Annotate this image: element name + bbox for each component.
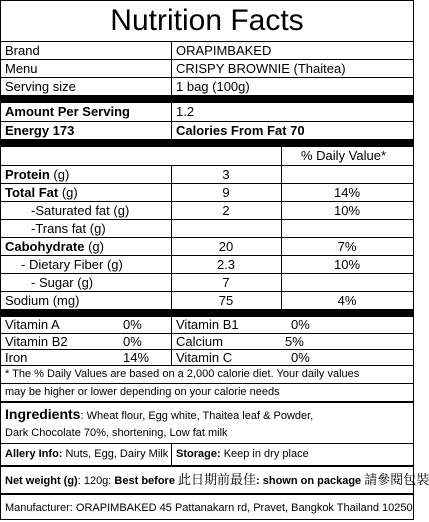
vitamin-name: Iron <box>5 350 28 365</box>
nutrient-row-trans-fat <box>1 219 413 237</box>
shown-zh: 請參閱包裝 <box>364 473 429 488</box>
brand-label: Brand <box>5 43 40 58</box>
allergy-row <box>1 443 413 465</box>
ingredients-label: Ingredients <box>5 406 81 422</box>
label-title: Nutrition Facts <box>110 4 304 37</box>
vitamin-value: 0% <box>123 334 142 349</box>
nutrient-unit: (g) <box>53 167 70 182</box>
nutrient-dv: 10% <box>333 257 361 272</box>
nutrient-unit: (g) <box>88 239 104 254</box>
nutrient-name: Protein <box>5 167 50 182</box>
nutrient-amount: 2.3 <box>216 257 236 272</box>
nutrient-divider <box>171 165 172 309</box>
nutrient-row-protein <box>1 165 413 183</box>
shown-label: : shown on package <box>256 475 362 487</box>
nutrient-amount: 7 <box>222 275 230 290</box>
ingredients-row <box>1 401 413 425</box>
thick-divider <box>1 139 413 147</box>
storage-value: Keep in dry place <box>223 448 309 460</box>
serving-label: Serving size <box>5 79 76 94</box>
vitamin-name: Vitamin A <box>5 317 60 332</box>
nutrient-name: - Dietary Fiber (g) <box>21 257 123 272</box>
footnote-text: may be higher or lower depending on your calorie needs <box>5 386 280 398</box>
info-divider <box>171 41 172 95</box>
storage-label: Storage: <box>176 448 221 460</box>
info-row-serving <box>1 77 413 95</box>
menu-label: Menu <box>5 61 38 76</box>
nutrient-amount: 9 <box>222 185 230 200</box>
dv-header: % Daily Value* <box>301 148 387 163</box>
footnote-line <box>1 365 413 383</box>
vitamin-row <box>1 333 413 349</box>
info-row-menu <box>1 59 413 77</box>
brand-value: ORAPIMBAKED <box>176 43 272 58</box>
serving-value: 1 bag (100g) <box>176 79 250 94</box>
amount-value: 1.2 <box>176 104 195 119</box>
nutrient-dv: 7% <box>337 239 357 254</box>
nutrient-dv: 10% <box>333 203 361 218</box>
nutrient-dv: 14% <box>333 185 361 200</box>
energy-row <box>1 121 413 139</box>
allergy-value: Nuts, Egg, Dairy Milk <box>65 448 169 460</box>
vitamin-value: 5% <box>285 334 304 349</box>
nutrient-row-sugar <box>1 273 413 291</box>
nutrient-amount: 20 <box>218 239 234 254</box>
vitamin-value: 0% <box>291 317 310 332</box>
vitamin-value: 0% <box>291 350 310 365</box>
nutrient-amount: 2 <box>222 203 230 218</box>
allergy-label: Allery Info: <box>5 448 63 460</box>
nutrient-name: -Trans fat (g) <box>31 221 106 236</box>
best-before-label: Best before <box>114 475 175 487</box>
nutrient-row-saturated-fat <box>1 201 413 219</box>
nutrient-divider <box>281 147 282 309</box>
footnote-text: * The % Daily Values are based on a 2,000 calorie diet. Your daily values <box>5 368 360 380</box>
nutrient-amount: 3 <box>222 167 230 182</box>
manufacturer-row <box>1 493 413 519</box>
nutrient-name: Cabohydrate <box>5 239 85 254</box>
nutrient-row-carbohydrate <box>1 237 413 255</box>
dv-header-row <box>1 147 413 165</box>
thick-divider <box>1 309 413 317</box>
calories-from-fat: Calories From Fat 70 <box>176 123 305 138</box>
nutrient-name: Sodium (mg) <box>5 293 80 308</box>
footnote-line <box>1 383 413 401</box>
vitamin-name: Calcium <box>176 334 223 349</box>
net-weight-label: Net weight (g) <box>5 475 78 487</box>
nutrient-name: -Saturated fat (g) <box>31 203 130 218</box>
amount-row <box>1 103 413 121</box>
nutrient-row-dietary-fiber <box>1 255 413 273</box>
net-weight-value: : 120g: <box>77 475 112 487</box>
vitamin-name: Vitamin C <box>176 350 233 365</box>
energy-label: Energy 173 <box>5 123 75 138</box>
vitamin-divider <box>171 317 172 365</box>
allergy-divider <box>171 443 172 465</box>
menu-value: CRISPY BROWNIE (Thaitea) <box>176 61 346 76</box>
ingredients-line1: : Wheat flour, Egg white, Thaitea leaf & Powder, <box>80 410 314 422</box>
vitamin-row <box>1 317 413 333</box>
ingredients-line2: Dark Chocolate 70%, shortening, Low fat milk <box>5 427 228 439</box>
nutrient-unit: (g) <box>61 185 78 200</box>
nutrient-name: - Sugar (g) <box>31 275 94 290</box>
ingredients-row <box>1 425 413 443</box>
vitamin-name: Vitamin B2 <box>5 334 68 349</box>
nutrient-dv: 4% <box>337 293 357 308</box>
best-before-zh: 此日期前最佳 <box>178 473 257 488</box>
vitamin-value: 14% <box>123 350 150 365</box>
net-weight-row <box>1 465 429 493</box>
nutrient-row-total-fat <box>1 183 413 201</box>
vitamin-name: Vitamin B1 <box>176 317 239 332</box>
manufacturer-text: Manufacturer: ORAPIMBAKED 45 Pattanakarn rd, Pravet, Bangkok Thailand 10250 <box>5 502 413 514</box>
info-row-brand <box>1 41 413 59</box>
nutrient-name: Total Fat <box>5 185 59 200</box>
nutrient-row-sodium <box>1 291 413 309</box>
vitamin-row <box>1 349 413 365</box>
amount-label: Amount Per Serving <box>5 104 130 119</box>
energy-divider <box>171 103 172 139</box>
thick-divider <box>1 95 413 103</box>
nutrient-amount: 75 <box>218 293 234 308</box>
vitamin-value: 0% <box>123 317 142 332</box>
